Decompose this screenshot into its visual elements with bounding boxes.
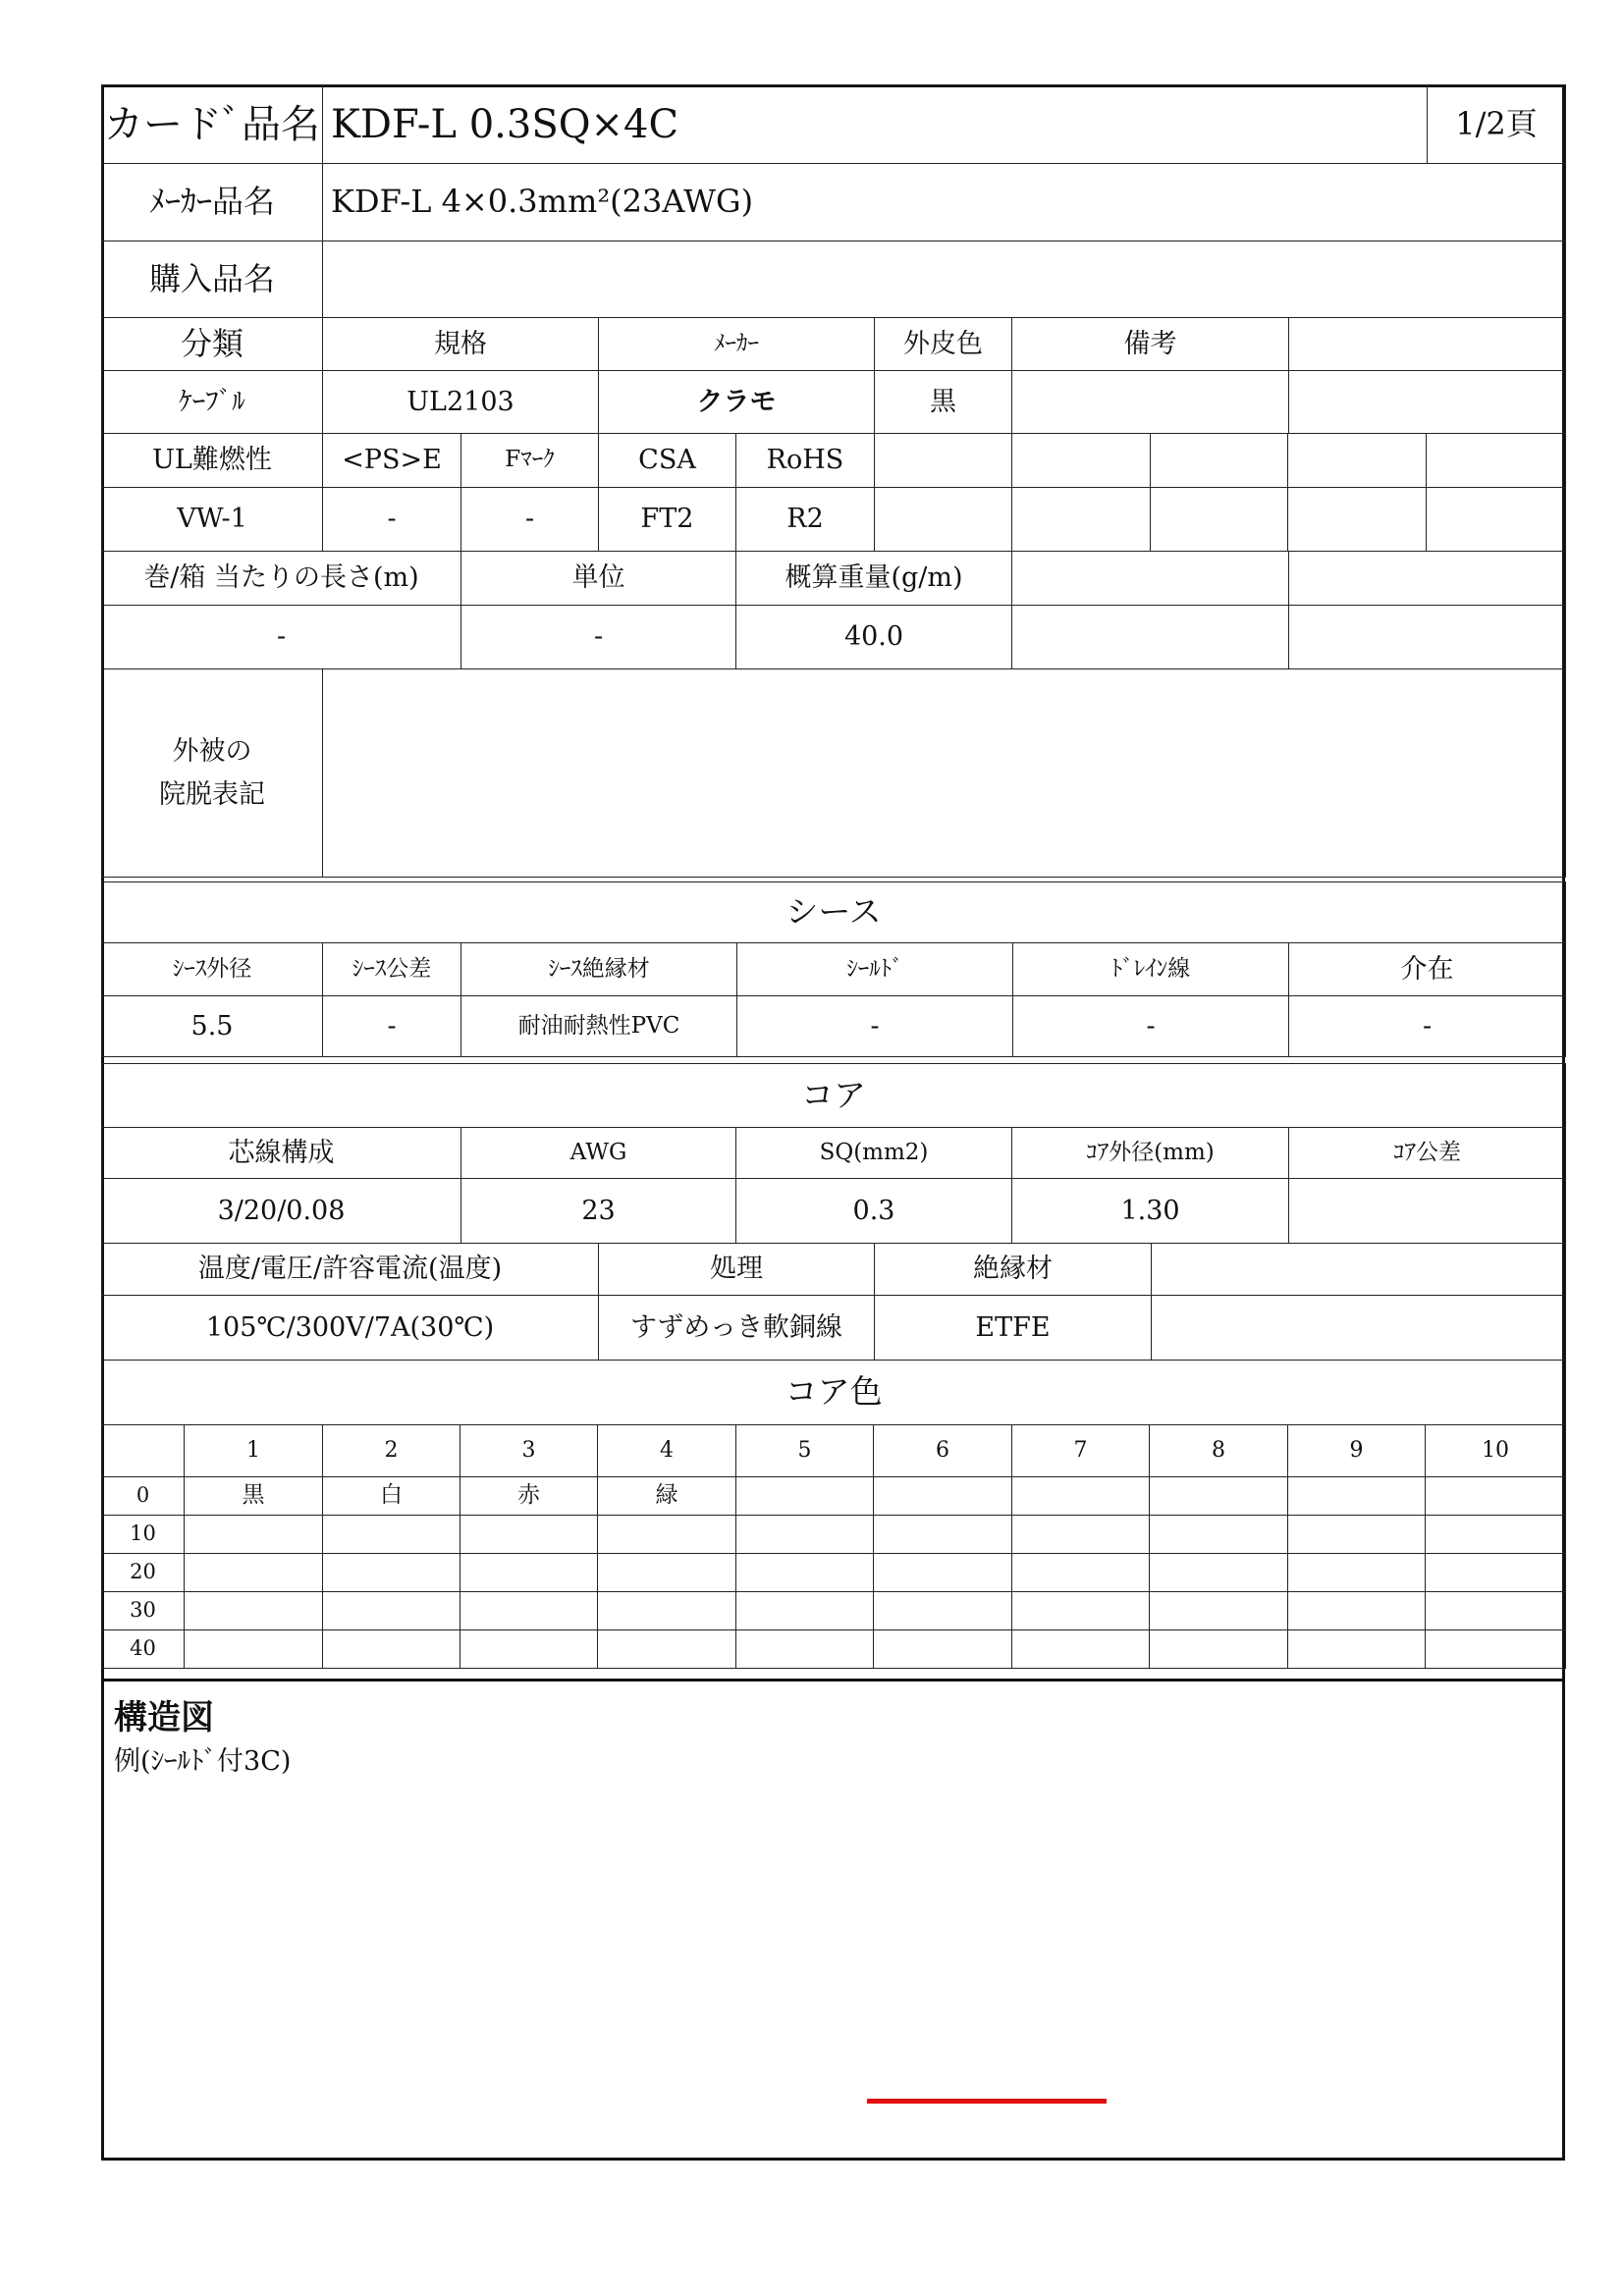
core-color-cell (1150, 1477, 1288, 1516)
structure-note: 例(ｼｰﾙﾄﾞ付3C) (114, 1746, 292, 1777)
length-value-blank (1012, 606, 1289, 669)
core-value-awg: 23 (461, 1179, 736, 1244)
maker-name-value: KDF-L 4×0.3mm²(23AWG) (323, 164, 1566, 241)
core-color-cell (1012, 1477, 1150, 1516)
core-color-cell (736, 1592, 874, 1630)
class-header-blank (1289, 318, 1566, 371)
table-row (102, 1477, 1566, 1516)
table-row (102, 1630, 1566, 1669)
sheath-header-drain: ﾄﾞﾚｲﾝ線 (1013, 943, 1289, 996)
table-row (102, 1592, 1566, 1630)
core-header-sq: SQ(mm2) (736, 1128, 1012, 1179)
cert-header-ul-flame: UL難燃性 (102, 434, 323, 488)
core-color-col-1: 1 (185, 1425, 323, 1477)
core-rating-table (101, 1243, 1566, 1361)
length-header-blank (1289, 552, 1566, 606)
core-color-cell (736, 1516, 874, 1554)
cert-header-csa: CSA (599, 434, 736, 488)
class-header-remarks: 備考 (1012, 318, 1289, 371)
core-color-col-8: 8 (1150, 1425, 1288, 1477)
core-color-col-10: 10 (1426, 1425, 1566, 1477)
sheath-value-drain: - (1013, 996, 1289, 1057)
card-name-value: KDF-L 0.3SQ×4C (323, 85, 1428, 164)
core-color-col-9: 9 (1288, 1425, 1426, 1477)
classification-table (101, 317, 1566, 434)
cert-header-blank (1151, 434, 1288, 488)
core-color-cell (1288, 1477, 1426, 1516)
rating-header-temp-voltage: 温度/電圧/許容電流(温度) (102, 1244, 599, 1296)
core-color-cell (1426, 1592, 1566, 1630)
certification-table (101, 433, 1566, 552)
length-value-unit: - (461, 606, 736, 669)
core-color-cell (1012, 1630, 1150, 1669)
sheath-table (101, 881, 1566, 1057)
core-color-cell (185, 1554, 323, 1592)
core-color-cell (1150, 1592, 1288, 1630)
cert-header-blank (1288, 434, 1427, 488)
core-color-cell (1012, 1554, 1150, 1592)
length-table (101, 551, 1566, 669)
core-color-cell (1150, 1516, 1288, 1554)
core-color-cell (598, 1630, 736, 1669)
core-color-cell (185, 1630, 323, 1669)
sheath-header-insulation: ｼｰｽ絶縁材 (461, 943, 737, 996)
core-color-cell (736, 1477, 874, 1516)
core-value-strand: 3/20/0.08 (102, 1179, 461, 1244)
sheath-value-shield: - (737, 996, 1013, 1057)
core-color-cell (323, 1554, 460, 1592)
maker-name-label: ﾒｰｶｰ品名 (102, 164, 323, 241)
core-color-cell (1426, 1554, 1566, 1592)
core-color-col-7: 7 (1012, 1425, 1150, 1477)
core-color-row-label: 0 (102, 1477, 185, 1516)
card-name-label: カードﾞ品名 (102, 85, 323, 164)
core-color-cell (1288, 1592, 1426, 1630)
purchase-name-value (323, 241, 1566, 318)
core-color-cell (1012, 1516, 1150, 1554)
rating-value-treatment: すずめっき軟銅線 (599, 1296, 875, 1361)
length-header-blank (1012, 552, 1289, 606)
core-color-cell (460, 1592, 598, 1630)
core-color-cell (323, 1516, 460, 1554)
cert-value-blank (1288, 488, 1427, 552)
core-color-cell: 赤 (460, 1477, 598, 1516)
class-header-sheath-color: 外皮色 (875, 318, 1012, 371)
core-color-cell (736, 1554, 874, 1592)
length-value-per-reel: - (102, 606, 461, 669)
core-color-cell (874, 1592, 1012, 1630)
rating-header-blank (1152, 1244, 1566, 1296)
sheath-value-od: 5.5 (102, 996, 323, 1057)
cert-value-blank (1151, 488, 1288, 552)
core-value-sq: 0.3 (736, 1179, 1012, 1244)
cert-value-rohs: R2 (736, 488, 875, 552)
core-color-table (101, 1360, 1566, 1669)
core-color-cell (1150, 1630, 1288, 1669)
red-marker-line (867, 2099, 1107, 2104)
cert-header-f-mark: Fﾏｰｸ (461, 434, 599, 488)
rating-header-insulation: 絶縁材 (875, 1244, 1152, 1296)
core-color-cell (1288, 1554, 1426, 1592)
core-color-cell (460, 1516, 598, 1554)
cert-value-blank (1427, 488, 1566, 552)
core-color-col-6: 6 (874, 1425, 1012, 1477)
outer-marking-label (102, 669, 323, 878)
cert-header-rohs: RoHS (736, 434, 875, 488)
core-color-cell (1288, 1516, 1426, 1554)
cert-value-pse: - (323, 488, 461, 552)
core-color-cell: 黒 (185, 1477, 323, 1516)
class-value-sheath-color: 黒 (875, 371, 1012, 434)
class-value-maker: クラモ (599, 371, 875, 434)
cert-value-blank (1012, 488, 1151, 552)
core-color-cell (874, 1477, 1012, 1516)
core-color-col-2: 2 (323, 1425, 460, 1477)
length-value-weight: 40.0 (736, 606, 1012, 669)
structure-divider (101, 1679, 1565, 1682)
core-color-row-label: 30 (102, 1592, 185, 1630)
core-color-cell (1426, 1477, 1566, 1516)
class-header-category: 分類 (102, 318, 323, 371)
outer-marking-label-line1: 外被の (172, 736, 252, 768)
sheath-section-title: シース (102, 882, 1566, 943)
rating-value-insulation: ETFE (875, 1296, 1152, 1361)
rating-header-treatment: 処理 (599, 1244, 875, 1296)
class-value-blank (1289, 371, 1566, 434)
core-color-cell (1426, 1516, 1566, 1554)
core-color-cell (460, 1554, 598, 1592)
core-color-cell (323, 1630, 460, 1669)
length-header-unit: 単位 (461, 552, 736, 606)
cert-value-f-mark: - (461, 488, 599, 552)
core-color-cell (1426, 1630, 1566, 1669)
core-header-od: ｺｱ外径(mm) (1012, 1128, 1289, 1179)
table-row (102, 1516, 1566, 1554)
core-color-corner (102, 1425, 185, 1477)
class-value-standard: UL2103 (323, 371, 599, 434)
cert-value-blank (875, 488, 1012, 552)
core-color-cell (598, 1516, 736, 1554)
outer-marking-label-line2: 院脱表記 (159, 778, 265, 810)
core-color-cell (185, 1516, 323, 1554)
core-color-cell (598, 1554, 736, 1592)
core-color-cell (874, 1630, 1012, 1669)
core-color-cell (874, 1516, 1012, 1554)
core-value-od: 1.30 (1012, 1179, 1289, 1244)
sheath-header-tolerance: ｼｰｽ公差 (323, 943, 461, 996)
class-value-remarks (1012, 371, 1289, 434)
core-table (101, 1063, 1566, 1244)
core-color-cell (1288, 1630, 1426, 1669)
core-section-title: コア (102, 1064, 1566, 1128)
core-header-tolerance: ｺｱ公差 (1289, 1128, 1566, 1179)
length-header-weight: 概算重量(g/m) (736, 552, 1012, 606)
core-color-cell: 白 (323, 1477, 460, 1516)
class-value-category: ｹｰﾌﾞﾙ (102, 371, 323, 434)
core-color-col-5: 5 (736, 1425, 874, 1477)
sheath-header-od: ｼｰｽ外径 (102, 943, 323, 996)
core-value-tolerance (1289, 1179, 1566, 1244)
purchase-name-label: 購入品名 (102, 241, 323, 318)
core-color-row-label: 40 (102, 1630, 185, 1669)
sheath-header-shield: ｼｰﾙﾄﾞ (737, 943, 1013, 996)
page-number: 1/2頁 (1428, 85, 1566, 164)
length-header-per-reel: 巻/箱 当たりの長さ(m) (102, 552, 461, 606)
cert-header-pse: <PS>E (323, 434, 461, 488)
table-row (102, 1554, 1566, 1592)
core-color-section-title: コア色 (102, 1361, 1566, 1425)
class-header-maker: ﾒｰｶｰ (599, 318, 875, 371)
core-color-cell (874, 1554, 1012, 1592)
cert-value-ul-flame: VW-1 (102, 488, 323, 552)
core-color-col-4: 4 (598, 1425, 736, 1477)
core-color-cell (185, 1592, 323, 1630)
core-color-row-label: 10 (102, 1516, 185, 1554)
header-table (101, 84, 1566, 318)
cert-value-csa: FT2 (599, 488, 736, 552)
core-color-cell (1012, 1592, 1150, 1630)
core-color-row-label: 20 (102, 1554, 185, 1592)
core-color-cell (460, 1630, 598, 1669)
rating-value-temp-voltage: 105℃/300V/7A(30℃) (102, 1296, 599, 1361)
core-color-cell (323, 1592, 460, 1630)
core-color-cell (736, 1630, 874, 1669)
cert-header-blank (875, 434, 1012, 488)
sheath-header-filler: 介在 (1289, 943, 1566, 996)
core-color-col-3: 3 (460, 1425, 598, 1477)
cert-header-blank (1427, 434, 1566, 488)
length-value-blank (1289, 606, 1566, 669)
sheath-value-filler: - (1289, 996, 1566, 1057)
core-header-strand: 芯線構成 (102, 1128, 461, 1179)
outer-marking-value (323, 669, 1566, 878)
core-header-awg: AWG (461, 1128, 736, 1179)
structure-title: 構造図 (114, 1698, 214, 1737)
core-color-cell (598, 1592, 736, 1630)
sheath-value-insulation: 耐油耐熱性PVC (461, 996, 737, 1057)
outer-marking-table (101, 668, 1566, 878)
core-color-cell: 緑 (598, 1477, 736, 1516)
sheath-value-tolerance: - (323, 996, 461, 1057)
core-color-cell (1150, 1554, 1288, 1592)
cert-header-blank (1012, 434, 1151, 488)
class-header-standard: 規格 (323, 318, 599, 371)
rating-value-blank (1152, 1296, 1566, 1361)
